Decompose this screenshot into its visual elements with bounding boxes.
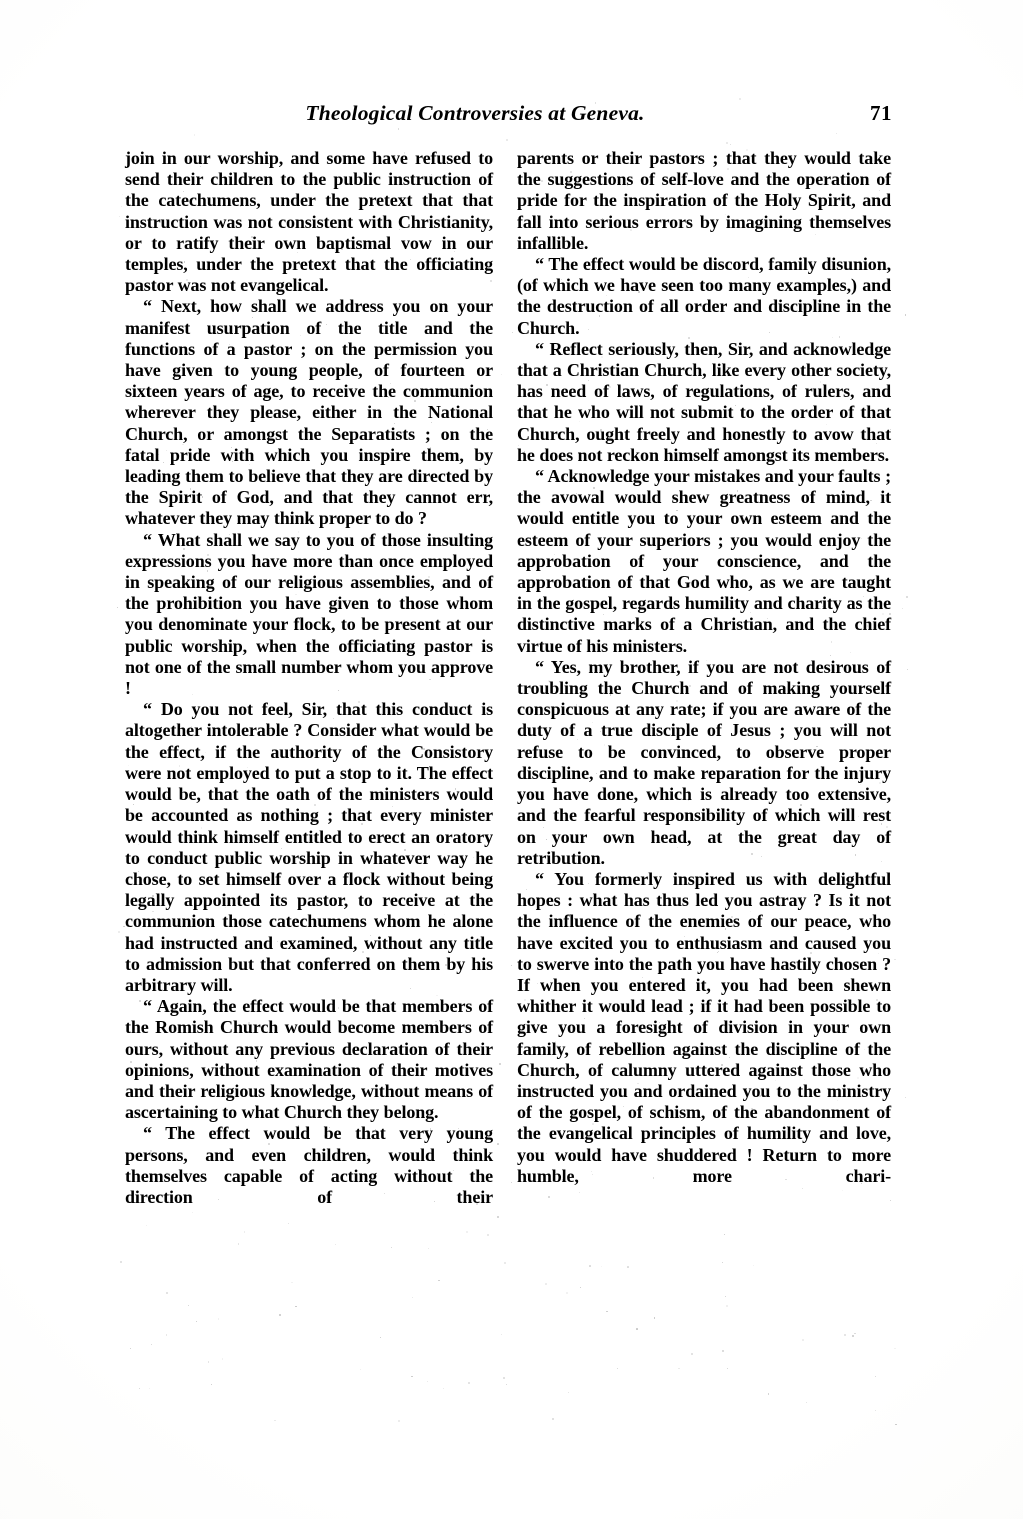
paragraph: “ Do you not feel, Sir, that this conduct is altogether intolerable ? Consider what would be the effect, if the authority of the Consistory were not employed to put a stop to it. The effect would be, that the oath of the ministers would be accounted as nothing ; that every minister would think himself entitled to erect an oratory to conduct public worship in whatever way he chose, to set himself over a flock without being legally appointed its pastor, to receive at the communion those catechumens whom he alone had instructed and examined, without any title to admission but that conferred on them by his arbitrary will. (125, 699, 493, 995)
page-number: 71 (870, 101, 892, 125)
running-head-title: Theological Controversies at Geneva. (305, 101, 645, 125)
paragraph: parents or their pastors ; that they would take the suggestions of self-love and the operation of pride for the inspiration of the Holy Spirit, and fall into serious errors by imagining themselves infallible. (517, 148, 891, 253)
paragraph: “ Again, the effect would be that members of the Romish Church would become members of ours, without any previous declaration of their opinions, without examination of their motives and their religious knowledge, without means of ascertaining to what Church they belong. (125, 996, 493, 1123)
paragraph: “ Next, how shall we address you on your manifest usurpation of the title and the functions of a pastor ; on the permission you have given to young people, of fourteen or sixteen years of age, to receive the communion wherever they please, either in the National Church, or amongst the Separatists ; on the fatal pride with which you inspire them, by leading them to believe that they are directed by the Spirit of God, and that they cannot err, whatever they may think proper to do ? (125, 296, 493, 529)
paragraph: “ What shall we say to you of those insulting expressions you have more than once employed in speaking of our religious assemblies, and of the prohibition you have given to those whom you denominate your flock, to be present at our public worship, when the officiating pastor is not one of the small number whom you approve ! (125, 529, 493, 699)
paragraph: “ Acknowledge your mistakes and your faults ; the avowal would shew greatness of mind, it would entitle you to your own esteem and the esteem of your superiors ; you would enjoy the approbation of your conscience, and the approbation of that God who, as we are taught in the gospel, regards humility and charity as the distinctive marks of a Christian, and the chief virtue of his ministers. (517, 466, 891, 656)
running-head (125, 101, 900, 135)
paragraph: join in our worship, and some have refused to send their children to the public instruction of the catechumens, under the pretext that that instruction was not consistent with Christianity, or to ratify their own baptismal vow in our temples, under the pretext that the officiating pastor was not evangelical. (125, 148, 493, 296)
paragraph: “ The effect would be discord, family disunion, (of which we have seen too many examples,) and the destruction of all order and discipline in the Church. (517, 254, 891, 338)
paragraph: “ Reflect seriously, then, Sir, and acknowledge that a Christian Church, like every other society, has need of laws, of regulations, of rulers, and that he who will not submit to the order of that Church, ought freely and honestly to avow that he does not reckon himself amongst its members. (517, 338, 891, 465)
text-column-right (517, 148, 891, 1187)
paragraph: “ The effect would be that very young persons, and even children, would think themselves capable of acting without the direction of their (125, 1123, 493, 1207)
paragraph: “ You formerly inspired us with delightful hopes : what has thus led you astray ? Is it not the influence of the enemies of our peace, who have excited you to enthusiasm and caused you to swerve into the path you have hastily chosen ? If when you entered it, you had been shewn whither it would lead ; if it had been possible to give you a foresight of division in your own family, of rebellion against the discipline of the Church, of calumny uttered against those who instructed you and ordained you to the ministry of the gospel, of schism, of the abandonment of the evangelical principles of humility and love, you would have shuddered ! Return to more humble, more chari- (517, 868, 891, 1186)
paragraph: “ Yes, my brother, if you are not desirous of troubling the Church and of making yourself conspicuous at any rate; if you are aware of the duty of a true disciple of Jesus ; you will not refuse to be convinced, to observe proper discipline, and to make reparation for the injury you have done, which is already too extensive, and the fearful responsibility of which will rest on your own head, at the great day of retribution. (517, 656, 891, 868)
text-column-left (125, 148, 493, 1208)
